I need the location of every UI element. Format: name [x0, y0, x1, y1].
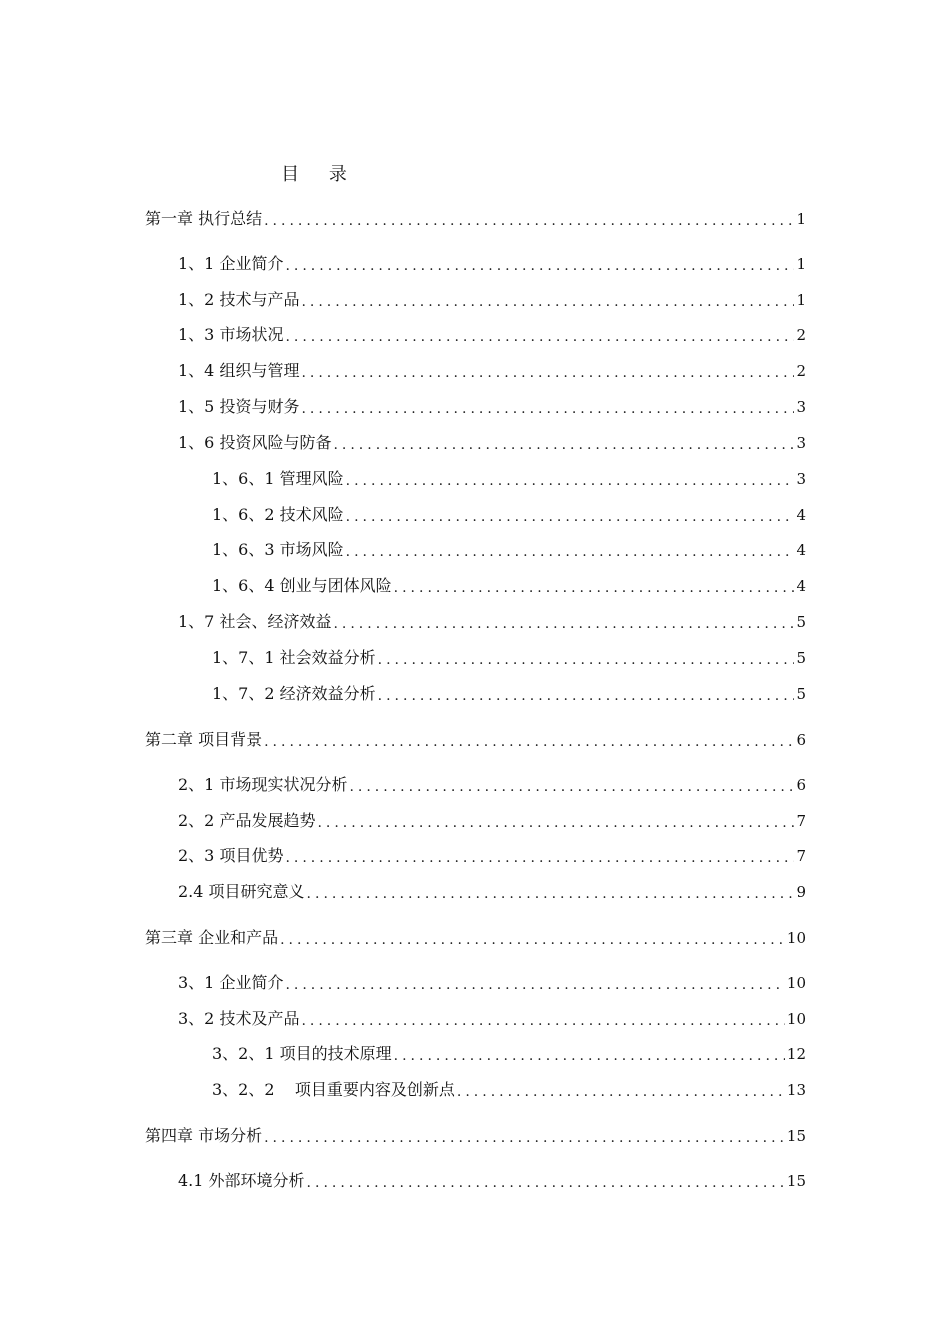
toc-entry-page: 1	[796, 255, 806, 273]
toc-leader-dots	[317, 812, 794, 834]
toc-leader-dots	[285, 847, 794, 869]
toc-leader-dots	[346, 541, 795, 563]
toc-entry-page: 9	[796, 883, 806, 901]
toc-leader-dots	[457, 1081, 785, 1103]
toc-entry-page: 3	[796, 398, 806, 416]
toc-leader-dots	[264, 731, 794, 753]
toc-entry[interactable]	[178, 1168, 806, 1194]
toc-leader-dots	[285, 255, 794, 277]
toc-entry-label: 2、2 产品发展趋势	[178, 808, 317, 834]
toc-entry-page: 15	[786, 1127, 806, 1145]
toc-entry-label: 第一章 执行总结	[145, 206, 264, 232]
toc-entry[interactable]	[178, 394, 806, 420]
toc-leader-dots	[333, 613, 794, 635]
toc-entry-page: 5	[796, 649, 806, 667]
toc-entry-page: 3	[796, 470, 806, 488]
toc-entry[interactable]	[178, 970, 806, 996]
toc-entry-label: 1、6、2 技术风险	[212, 502, 346, 528]
toc-leader-dots	[346, 506, 795, 528]
toc-leader-dots	[280, 929, 785, 951]
toc-entry[interactable]	[178, 843, 806, 869]
toc-entry-label: 2、3 项目优势	[178, 843, 285, 869]
toc-entry-label: 1、6、4 创业与团体风险	[212, 573, 394, 599]
toc-entry[interactable]	[178, 358, 806, 384]
toc-entry[interactable]	[212, 502, 806, 528]
toc-entry-label: 3、2、2 项目重要内容及创新点	[212, 1077, 457, 1103]
toc-leader-dots	[333, 434, 794, 456]
toc-entry[interactable]	[212, 681, 806, 707]
toc-entry[interactable]	[212, 645, 806, 671]
toc-entry-page: 10	[786, 929, 806, 947]
toc-leader-dots	[301, 362, 794, 384]
toc-leader-dots	[285, 974, 784, 996]
toc-entry-page: 4	[796, 506, 806, 524]
toc-leader-dots	[285, 326, 794, 348]
toc-entry-page: 3	[796, 434, 806, 452]
toc-entry[interactable]	[178, 609, 806, 635]
toc-entry-page: 7	[796, 812, 806, 830]
toc-entry-label: 2.4 项目研究意义	[178, 879, 307, 905]
toc-entry-page: 15	[786, 1172, 806, 1190]
toc-entry[interactable]	[212, 466, 806, 492]
toc-entry[interactable]	[178, 1006, 806, 1032]
toc-entry-label: 1、4 组织与管理	[178, 358, 301, 384]
toc-entry[interactable]	[178, 808, 806, 834]
toc-leader-dots	[301, 398, 794, 420]
toc-entry-page: 5	[796, 613, 806, 631]
toc-entry-page: 5	[796, 685, 806, 703]
toc-entry[interactable]	[145, 925, 806, 951]
toc-entry-label: 3、2、1 项目的技术原理	[212, 1041, 394, 1067]
toc-leader-dots	[301, 1010, 784, 1032]
toc-entry[interactable]	[212, 573, 806, 599]
toc-entry-label: 1、7 社会、经济效益	[178, 609, 333, 635]
toc-entry-label: 第三章 企业和产品	[145, 925, 280, 951]
toc-entry-page: 1	[796, 210, 806, 228]
toc-leader-dots	[307, 1172, 785, 1194]
toc-entry[interactable]	[178, 430, 806, 456]
toc-leader-dots	[301, 291, 794, 313]
toc-leader-dots	[394, 577, 795, 599]
toc-entry-page: 4	[796, 577, 806, 595]
toc-entry-page: 10	[786, 974, 806, 992]
toc-entry-page: 6	[796, 776, 806, 794]
toc-leader-dots	[378, 649, 795, 671]
toc-entry-page: 10	[786, 1010, 806, 1028]
toc-entry[interactable]	[178, 772, 806, 798]
toc-leader-dots	[349, 776, 794, 798]
toc-entry-page: 4	[796, 541, 806, 559]
toc-entry-page: 12	[786, 1045, 806, 1063]
toc-leader-dots	[378, 685, 795, 707]
toc-entry[interactable]	[145, 206, 806, 232]
toc-entry-label: 2、1 市场现实状况分析	[178, 772, 349, 798]
toc-entry-label: 第四章 市场分析	[145, 1123, 264, 1149]
toc-leader-dots	[394, 1045, 785, 1067]
toc-entry-label: 3、2 技术及产品	[178, 1006, 301, 1032]
toc-entry-page: 7	[796, 847, 806, 865]
toc-entry-page: 6	[796, 731, 806, 749]
toc-leader-dots	[264, 210, 794, 232]
toc-entry-label: 1、6、3 市场风险	[212, 537, 346, 563]
toc-entry[interactable]	[212, 1041, 806, 1067]
toc-entry[interactable]	[178, 879, 806, 905]
toc-entry[interactable]	[212, 1077, 806, 1103]
toc-leader-dots	[307, 883, 795, 905]
toc-entry-label: 1、2 技术与产品	[178, 287, 301, 313]
toc-title: 目 录	[281, 164, 359, 185]
toc-entry-label: 1、5 投资与财务	[178, 394, 301, 420]
toc-entry[interactable]	[145, 727, 806, 753]
toc-entry-label: 1、1 企业简介	[178, 251, 285, 277]
toc-entry[interactable]	[145, 1123, 806, 1149]
toc-leader-dots	[346, 470, 795, 492]
toc-entry-label: 1、3 市场状况	[178, 322, 285, 348]
toc-entry[interactable]	[178, 287, 806, 313]
toc-entry-label: 4.1 外部环境分析	[178, 1168, 307, 1194]
toc-entry-label: 1、7、2 经济效益分析	[212, 681, 378, 707]
toc-entry[interactable]	[212, 537, 806, 563]
toc-entry-label: 1、6 投资风险与防备	[178, 430, 333, 456]
toc-entry[interactable]	[178, 322, 806, 348]
toc-entry-page: 1	[796, 291, 806, 309]
toc-entry-label: 3、1 企业简介	[178, 970, 285, 996]
toc-entry-label: 第二章 项目背景	[145, 727, 264, 753]
toc-entry-page: 13	[786, 1081, 806, 1099]
toc-entry[interactable]	[178, 251, 806, 277]
toc-leader-dots	[264, 1127, 785, 1149]
toc-entry-label: 1、6、1 管理风险	[212, 466, 346, 492]
toc-entry-page: 2	[796, 362, 806, 380]
toc-entry-label: 1、7、1 社会效益分析	[212, 645, 378, 671]
toc-entry-page: 2	[796, 326, 806, 344]
